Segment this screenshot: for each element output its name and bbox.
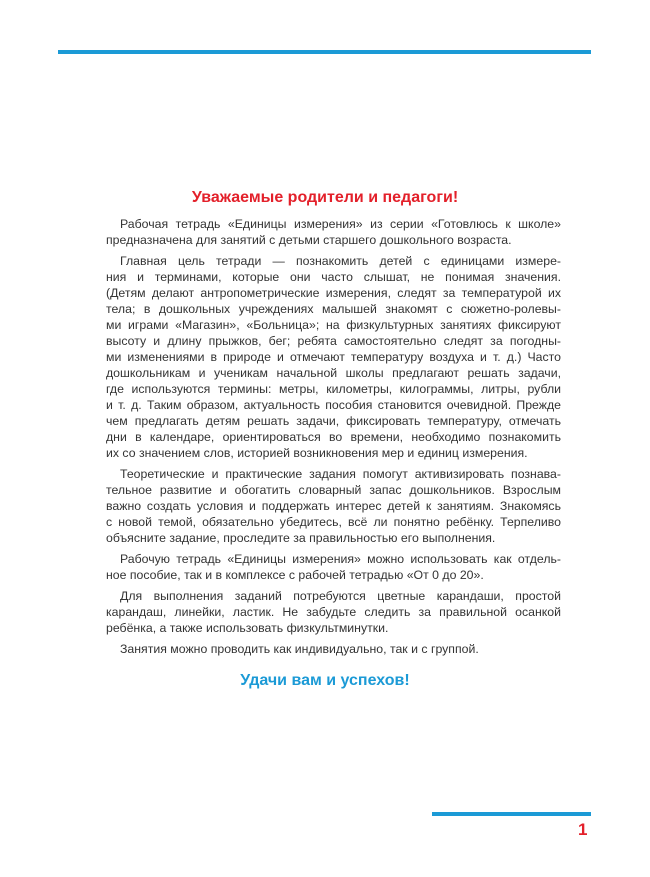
text-line: ребёнка, а также использовать физкультминутки. <box>106 621 389 635</box>
paragraph <box>106 588 561 636</box>
text-line: чем предлагать детям решать задачи, фиксировать температуру, отмечать <box>106 414 561 428</box>
paragraph <box>106 641 561 657</box>
closing-line: Удачи вам и успехов! <box>240 672 410 689</box>
text-line: ное пособие, так и в комплексе с рабочей тетрадью «От 0 до 20». <box>106 568 484 582</box>
text-line: Теоретические и практические задания помогут активизировать познава- <box>120 467 561 481</box>
paragraph <box>106 466 561 546</box>
paragraph <box>106 551 561 583</box>
bottom-rule <box>432 812 591 816</box>
text-line: и т. д. Таким образом, актуальность пособия становится очевидной. Прежде <box>106 398 561 412</box>
body-text <box>106 216 561 657</box>
text-line: ми играми «Магазин», «Больница»; на физкультурных занятиях фиксируют <box>106 318 561 332</box>
text-line: Занятия можно проводить как индивидуально, так и с группой. <box>120 642 479 656</box>
text-line: тела; в дошкольных учреждениях малышей знакомят с сюжетно-ролевы- <box>106 302 561 316</box>
text-line: с новой темой, обязательно убедитесь, всё ли понятно ребёнку. Терпеливо <box>106 515 561 529</box>
text-line: где используются термины: метры, километры, килограммы, литры, рубли <box>106 382 561 396</box>
text-line: высоту и длину прыжков, бег; ребята самостоятельно следят за погодны- <box>106 334 561 348</box>
text-line: их со значением слов, историей возникновения мер и единиц измерения. <box>106 446 528 460</box>
text-line: предназначена для занятий с детьми старшего дошкольного возраста. <box>106 233 512 247</box>
text-line: дни в календаре, ориентироваться во времени, необходимо познакомить <box>106 430 561 444</box>
text-line: важно создать условия и поддержать интерес детей к занятиям. Знакомясь <box>106 499 561 513</box>
text-line: тельное развитие и обогатить словарный запас дошкольников. Взрослым <box>106 483 561 497</box>
top-rule <box>58 50 591 54</box>
page-title: Уважаемые родители и педагоги! <box>191 189 459 206</box>
text-line: Главная цель тетради — познакомить детей с единицами измере- <box>120 254 561 268</box>
page-number: 1 <box>578 820 588 839</box>
text-line: карандаш, линейки, ластик. Не забудьте следить за правильной осанкой <box>106 605 561 619</box>
paragraph <box>106 216 561 248</box>
text-line: Рабочую тетрадь «Единицы измерения» можно использовать как отдель- <box>120 552 561 566</box>
text-line: (Детям делают антропометрические измерения, следят за температурой их <box>106 286 561 300</box>
paragraph <box>106 253 561 461</box>
text-line: ми изменениями в природе и отмечают температуру воздуха и т. д.) Часто <box>106 350 561 364</box>
text-line: ния и терминами, которые они часто слышат, не понимая значения. <box>106 270 561 284</box>
text-line: Рабочая тетрадь «Единицы измерения» из серии «Готовлюсь к школе» <box>120 217 561 231</box>
text-line: Для выполнения заданий потребуются цветные карандаши, простой <box>120 589 561 603</box>
text-line: дошкольникам и ученикам начальной школы предлагают решать задачи, <box>106 366 561 380</box>
text-line: объясните задание, проследите за правильностью его выполнения. <box>106 531 496 545</box>
page-content <box>0 188 650 691</box>
